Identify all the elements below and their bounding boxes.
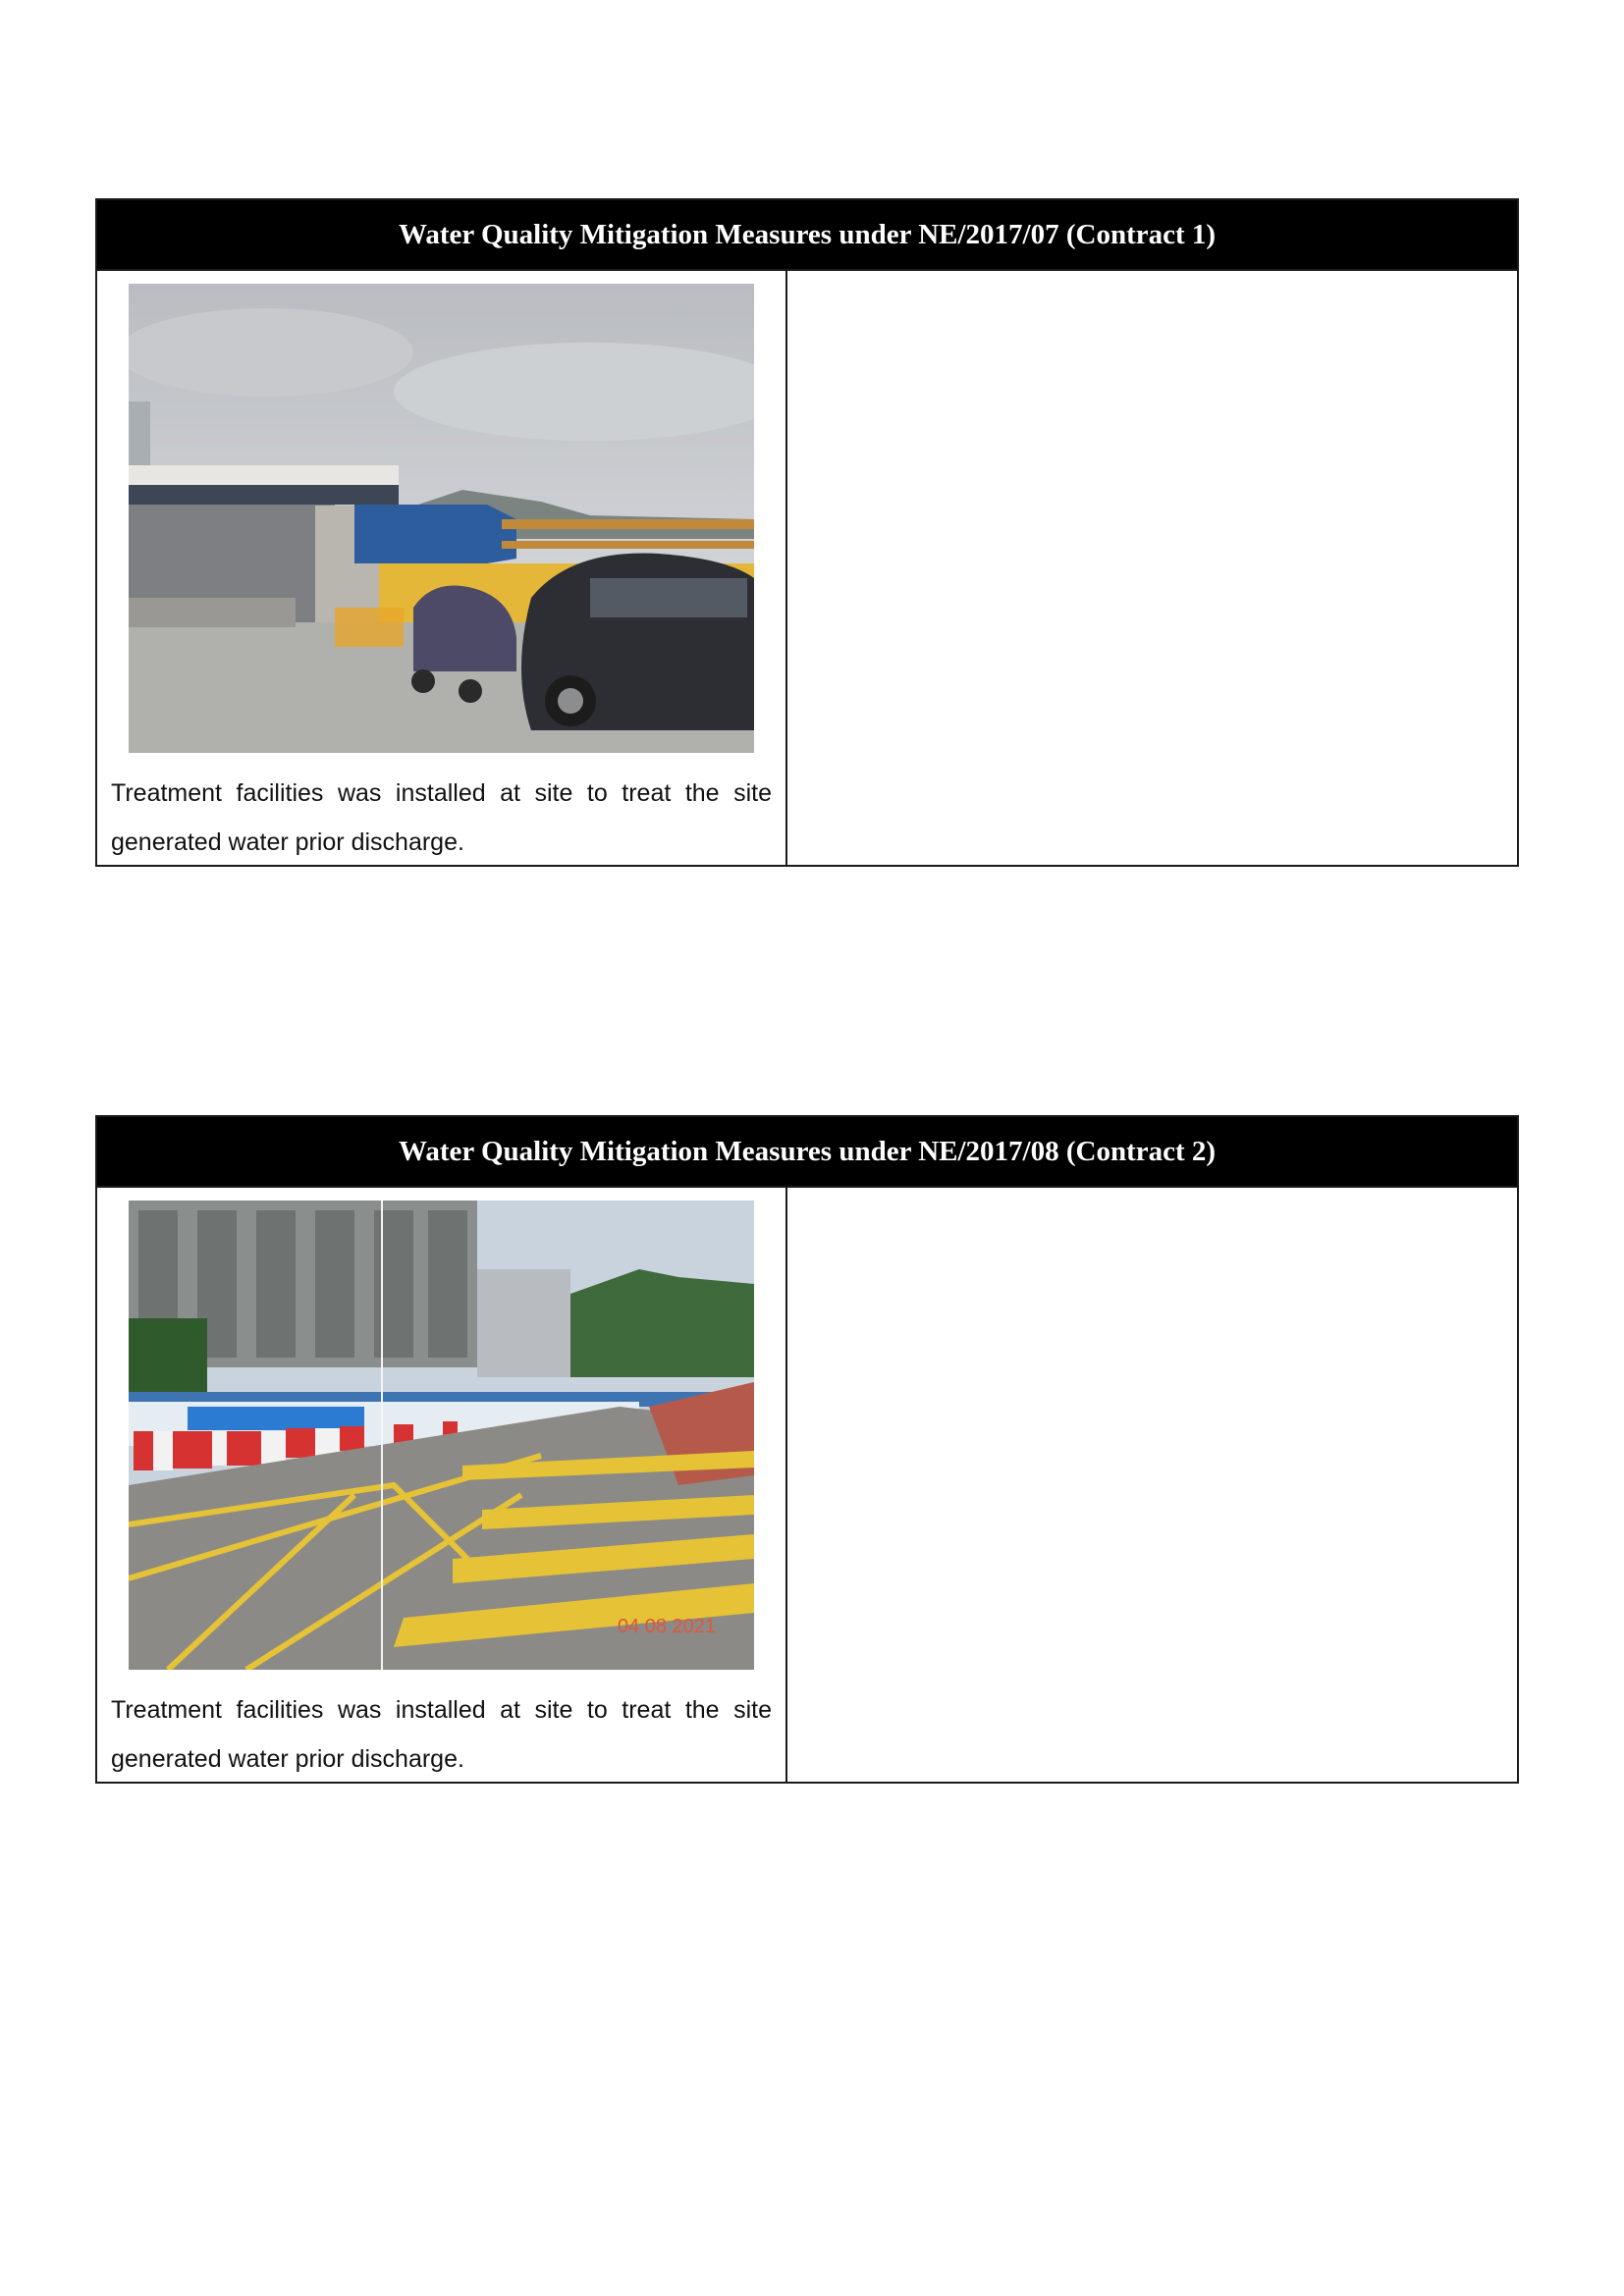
photo-date-stamp: 04 08 2021	[617, 1616, 717, 1637]
table-title: Water Quality Mitigation Measures under NE/2017/07 (Contract 1)	[398, 218, 1217, 250]
mitigation-table-contract-2	[95, 1115, 1519, 1784]
mitigation-table-contract-1	[95, 198, 1519, 867]
table-row	[97, 271, 1517, 865]
site-photo-treatment-facility	[129, 284, 754, 753]
table-title: Water Quality Mitigation Measures under NE/2017/08 (Contract 2)	[398, 1135, 1217, 1167]
photo-caption: Treatment facilities was installed at site to treat the site generated water prior discharge.	[111, 1696, 772, 1773]
empty-cell	[787, 271, 1517, 865]
table-header	[97, 1117, 1517, 1188]
table-row	[97, 1188, 1517, 1782]
photo-cell	[97, 271, 787, 865]
photo-cell	[97, 1188, 787, 1782]
empty-cell	[787, 1188, 1517, 1782]
table-header	[97, 200, 1517, 271]
site-photo-road-barriers	[129, 1201, 754, 1670]
photo-caption: Treatment facilities was installed at site to treat the site generated water prior discharge.	[111, 779, 772, 856]
